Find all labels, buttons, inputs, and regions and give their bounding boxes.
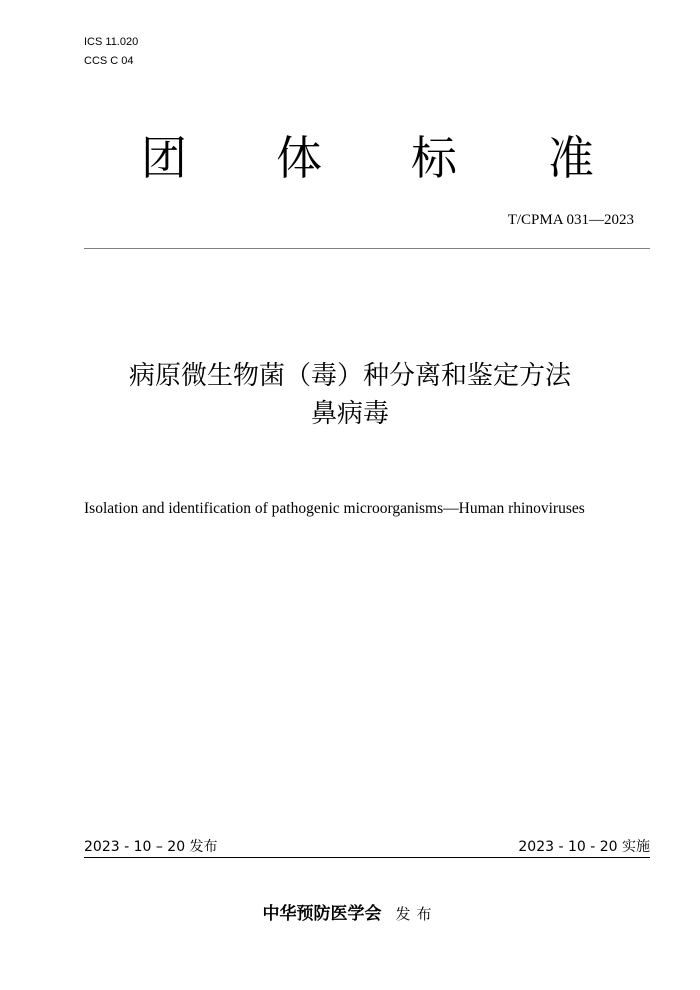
title-english: Isolation and identification of pathogenic microorganisms—Human rhinoviruses bbox=[84, 500, 585, 517]
footer-divider bbox=[84, 857, 650, 858]
header-divider bbox=[84, 248, 650, 249]
title-chinese-line-2: 鼻病毒 bbox=[310, 399, 389, 429]
publisher-suffix: 发布 bbox=[395, 905, 438, 923]
standard-number: T/CPMA 031—2023 bbox=[507, 212, 634, 228]
ics-code: ICS 11.020 bbox=[84, 36, 139, 48]
document-type-char: 准 bbox=[548, 131, 594, 185]
document-type-char: 体 bbox=[276, 131, 322, 185]
title-chinese-line-1: 病原微生物菌（毒）种分离和鉴定方法 bbox=[128, 361, 571, 391]
implementation-date: 2023 - 10 - 20 实施 bbox=[518, 839, 650, 855]
document-type-char: 团 bbox=[141, 131, 187, 185]
document-type-heading bbox=[0, 128, 700, 188]
ccs-code: CCS C 04 bbox=[84, 55, 134, 67]
document-type-char: 标 bbox=[411, 131, 457, 185]
issue-date: 2023 - 10 – 20 发布 bbox=[84, 839, 218, 855]
publisher-name: 中华预防医学会 bbox=[262, 904, 382, 924]
publisher-line bbox=[0, 902, 700, 926]
